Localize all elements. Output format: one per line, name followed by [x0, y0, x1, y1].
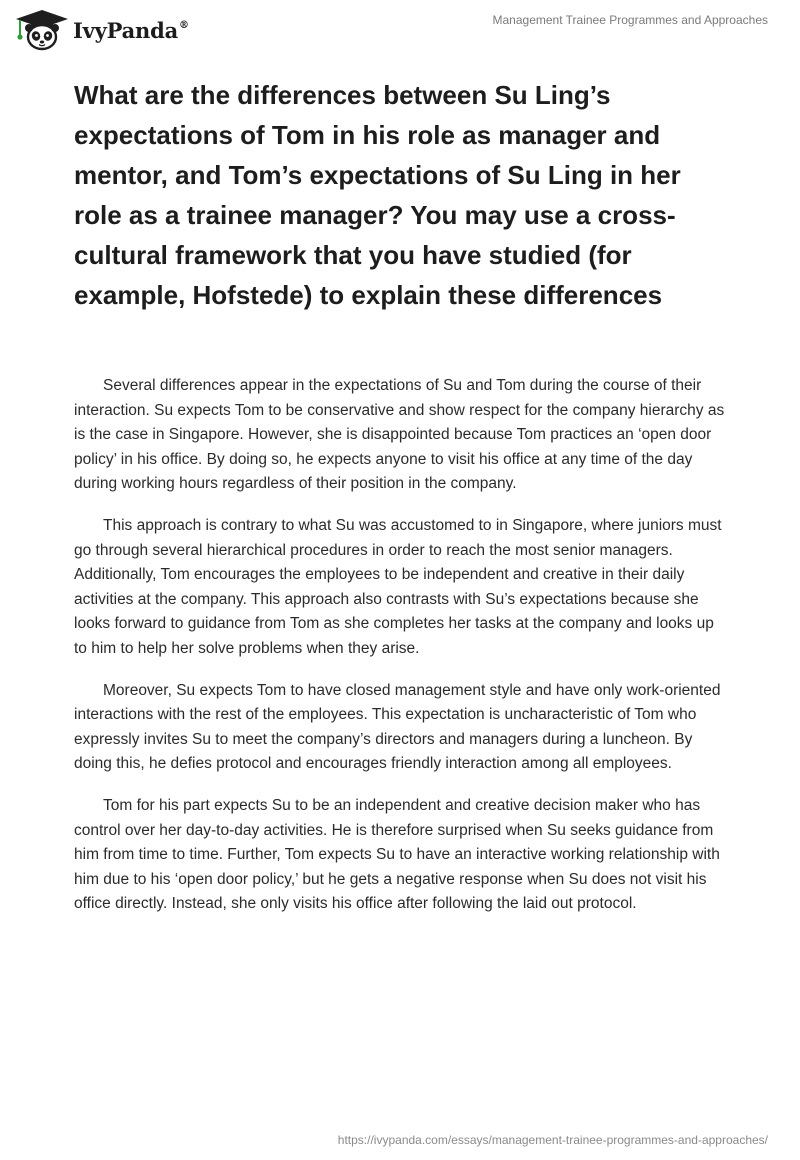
running-title: Management Trainee Programmes and Approaches — [492, 13, 768, 27]
logo-text: IvyPanda — [73, 17, 179, 43]
ivypanda-logo[interactable] — [14, 8, 189, 52]
essay-body — [74, 374, 726, 934]
source-url-link[interactable]: https://ivypanda.com/essays/management-trainee-programmes-and-approaches/ — [337, 1133, 768, 1147]
logo-wordmark — [73, 18, 189, 43]
registered-mark: ® — [179, 19, 189, 31]
paragraph: Tom for his part expects Su to be an independent and creative decision maker who has control over her day-to-day activities. He is therefore surprised when Su seeks guidance from him from time to time. Further, Tom expects Su to have an interactive working relationship with him due to his ‘open door policy,’ but he gets a negative response when Su does not visit his office directly. Instead, she only visits his office after following the laid out protocol. — [74, 796, 720, 913]
panda-graduate-icon — [14, 8, 70, 52]
paragraph: This approach is contrary to what Su was accustomed to in Singapore, where juniors must go through several hierarchical procedures in order to reach the most senior managers. Additionally, Tom encourages the employees to be independent and creative in their daily activities at the company. This approach also contrasts with Su’s expectations because she looks forward to guidance from Tom as she completes her tasks at the company and looks up to him to help her solve problems when they arise. — [74, 516, 722, 657]
essay-question-heading: What are the differences between Su Ling’s expectations of Tom in his role as manager and mentor, and Tom’s expectations of Su Ling in her role as a trainee manager? You may use a cross-cultural framework that you have studied (for example, Hofstede) to explain these differences — [74, 80, 681, 310]
paragraph: Several differences appear in the expectations of Su and Tom during the course of their interaction. Su expects Tom to be conservative and show respect for the company hierarchy as is the case in Singapore. However, she is disappointed because Tom practices an ‘open door policy’ in his office. By doing so, he expects anyone to visit his office at any time of the day during working hours regardless of their position in the company. — [74, 377, 725, 493]
page-header — [0, 0, 800, 70]
paragraph: Moreover, Su expects Tom to have closed management style and have only work-oriented interactions with the rest of the employees. This expectation is uncharacteristic of Tom who expressly invites Su to meet the company’s directors and managers during a luncheon. By doing this, he defies protocol and encourages friendly interaction among all employees. — [74, 681, 721, 773]
